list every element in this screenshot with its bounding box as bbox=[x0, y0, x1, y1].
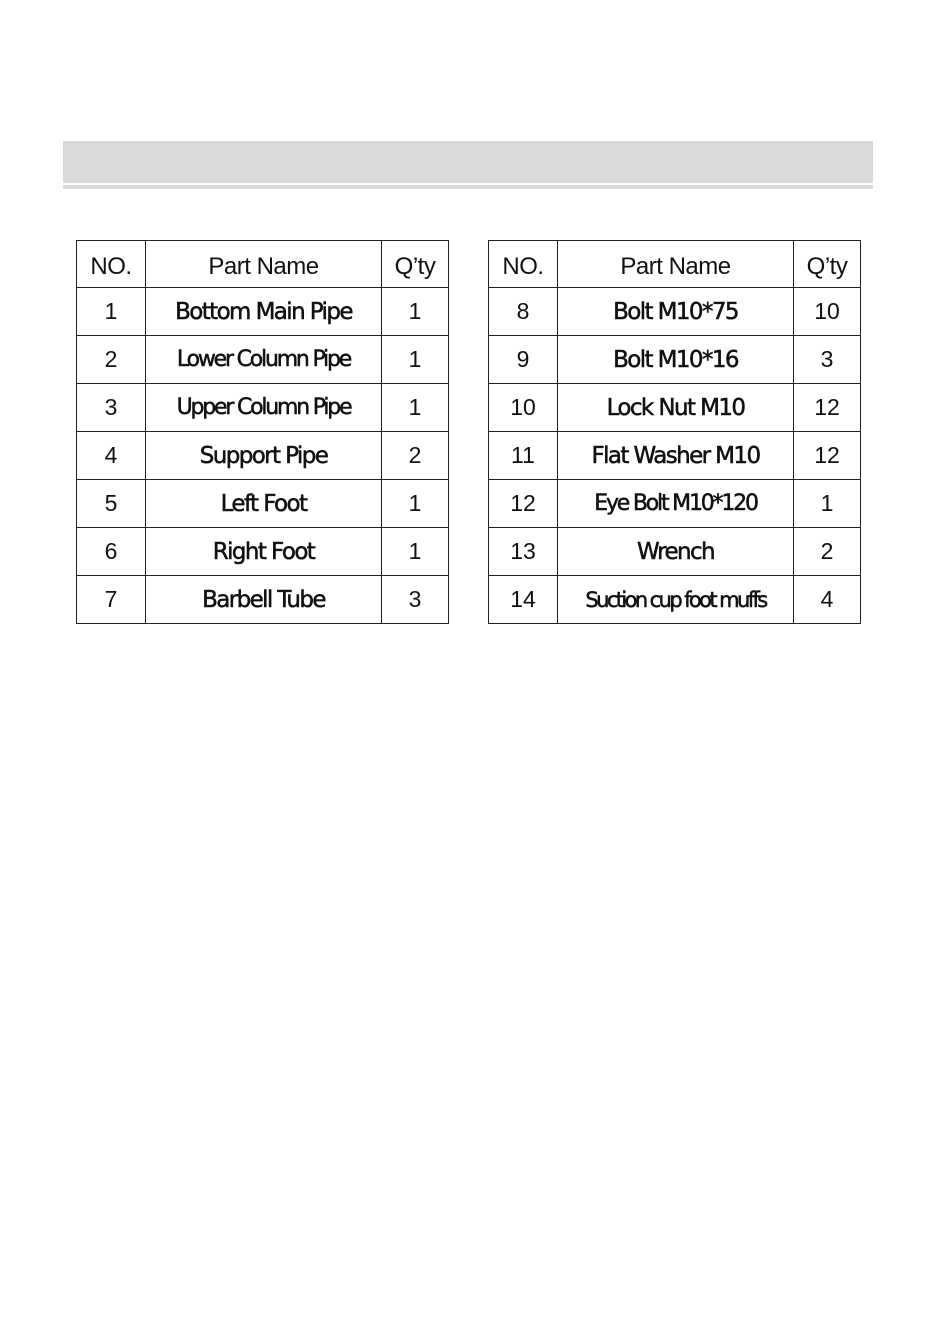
table-row bbox=[77, 384, 449, 432]
table-row bbox=[489, 576, 861, 624]
part-name: Bolt M10*75 bbox=[558, 288, 794, 336]
part-quantity: 12 bbox=[794, 432, 861, 480]
table-row bbox=[77, 480, 449, 528]
part-name: Upper Column Pipe bbox=[146, 384, 382, 432]
part-quantity: 3 bbox=[382, 576, 449, 624]
part-name: Right Foot bbox=[146, 528, 382, 576]
part-name: Support Pipe bbox=[146, 432, 382, 480]
table-row bbox=[77, 576, 449, 624]
table-header-row bbox=[489, 241, 861, 288]
table-row bbox=[77, 528, 449, 576]
table-row bbox=[77, 336, 449, 384]
part-number: 8 bbox=[489, 288, 558, 336]
table-row bbox=[489, 480, 861, 528]
column-header-qty: Q’ty bbox=[794, 241, 861, 288]
part-name: Bolt M10*16 bbox=[558, 336, 794, 384]
part-number: 9 bbox=[489, 336, 558, 384]
part-number: 1 bbox=[77, 288, 146, 336]
part-name: Flat Washer M10 bbox=[558, 432, 794, 480]
part-number: 11 bbox=[489, 432, 558, 480]
section-header-rule bbox=[63, 185, 873, 189]
column-header-qty: Q’ty bbox=[382, 241, 449, 288]
column-header-part-name: Part Name bbox=[146, 241, 382, 288]
part-quantity: 1 bbox=[382, 336, 449, 384]
table-row bbox=[489, 288, 861, 336]
column-header-part-name: Part Name bbox=[558, 241, 794, 288]
part-quantity: 12 bbox=[794, 384, 861, 432]
part-number: 7 bbox=[77, 576, 146, 624]
table-row bbox=[489, 336, 861, 384]
part-quantity: 1 bbox=[382, 288, 449, 336]
part-quantity: 1 bbox=[794, 480, 861, 528]
table-row bbox=[77, 432, 449, 480]
part-name: Barbell Tube bbox=[146, 576, 382, 624]
part-number: 10 bbox=[489, 384, 558, 432]
part-number: 12 bbox=[489, 480, 558, 528]
part-number: 4 bbox=[77, 432, 146, 480]
part-number: 3 bbox=[77, 384, 146, 432]
part-name: Eye Bolt M10*120 bbox=[558, 480, 794, 528]
part-name: Lock Nut M10 bbox=[558, 384, 794, 432]
part-quantity: 1 bbox=[382, 528, 449, 576]
part-quantity: 10 bbox=[794, 288, 861, 336]
part-quantity: 3 bbox=[794, 336, 861, 384]
column-header-no: NO. bbox=[77, 241, 146, 288]
part-name: Lower Column Pipe bbox=[146, 336, 382, 384]
part-number: 13 bbox=[489, 528, 558, 576]
part-number: 5 bbox=[77, 480, 146, 528]
table-header-row bbox=[77, 241, 449, 288]
table-row bbox=[77, 288, 449, 336]
table-row bbox=[489, 528, 861, 576]
section-header-band bbox=[63, 141, 873, 183]
part-quantity: 4 bbox=[794, 576, 861, 624]
part-name: Left Foot bbox=[146, 480, 382, 528]
parts-table-right bbox=[488, 240, 861, 624]
part-quantity: 2 bbox=[382, 432, 449, 480]
part-name: Bottom Main Pipe bbox=[146, 288, 382, 336]
part-quantity: 1 bbox=[382, 480, 449, 528]
part-quantity: 1 bbox=[382, 384, 449, 432]
part-number: 6 bbox=[77, 528, 146, 576]
part-name: Wrench bbox=[558, 528, 794, 576]
column-header-no: NO. bbox=[489, 241, 558, 288]
part-name: Suction cup foot muffs bbox=[558, 576, 794, 624]
part-quantity: 2 bbox=[794, 528, 861, 576]
table-row bbox=[489, 432, 861, 480]
parts-table-left bbox=[76, 240, 449, 624]
table-row bbox=[489, 384, 861, 432]
part-number: 2 bbox=[77, 336, 146, 384]
part-number: 14 bbox=[489, 576, 558, 624]
